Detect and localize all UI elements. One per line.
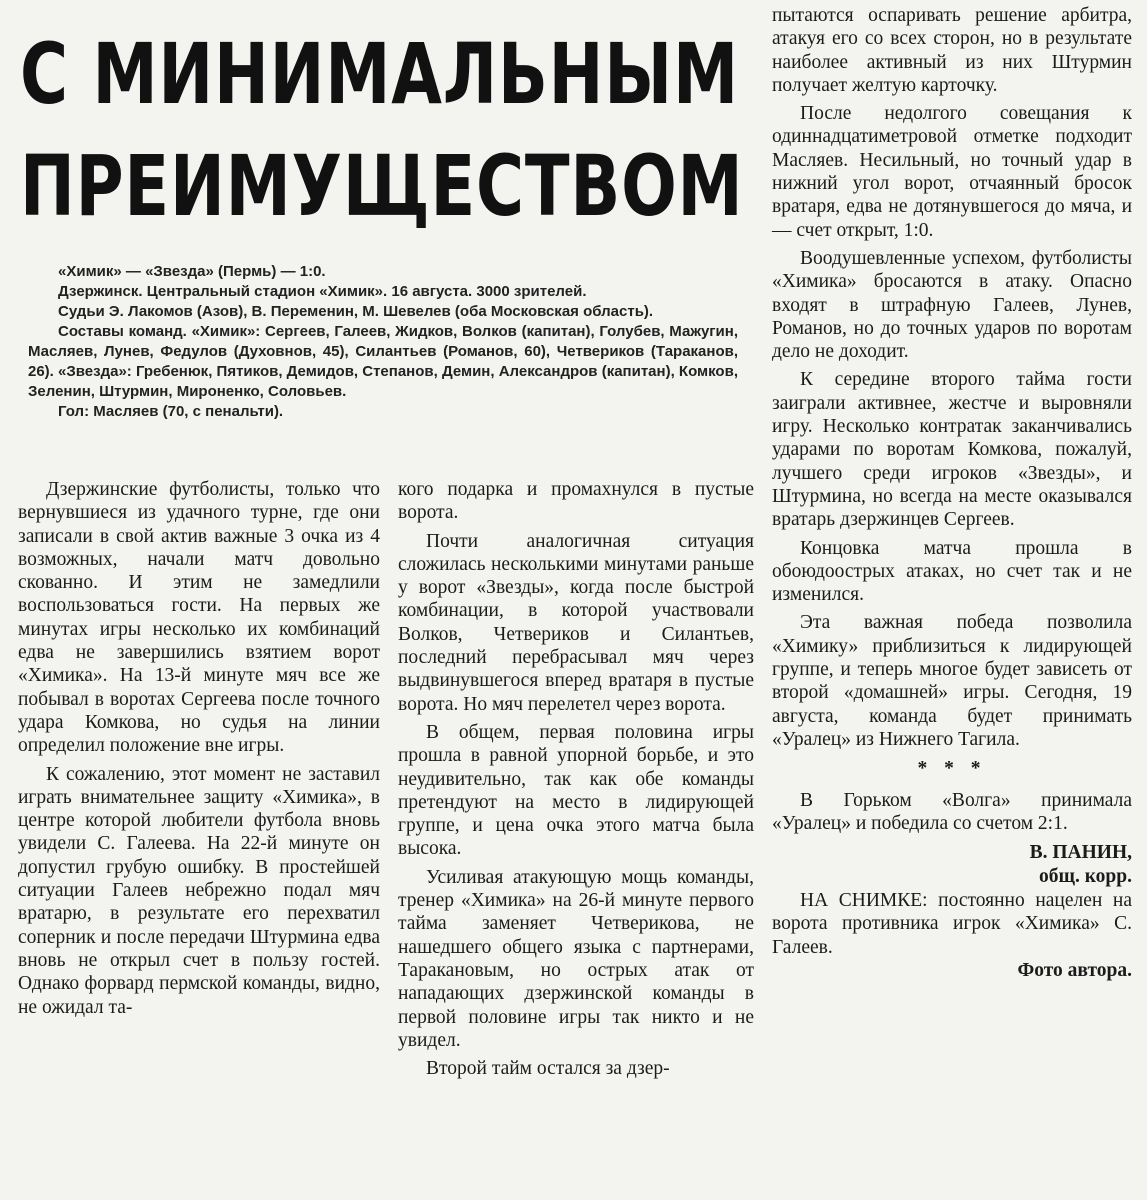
article-paragraph: Концовка матча прошла в обоюдоострых атаках, но счет так и не изменился. — [772, 537, 1132, 606]
photo-caption: НА СНИМКЕ: постоянно нацелен на ворота противника игрок «Химика» С. Галеев. — [772, 890, 1132, 958]
article-continuation: пытаются оспаривать решение арбитра, атакуя его со всех сторон, но в результате наиболее активный из них Штурмин получает желтую карточку. — [772, 5, 1132, 96]
article-paragraph: Второй тайм остался за дзер- — [426, 1058, 670, 1080]
article-paragraph: После недолгого совещания к одиннадцатиметровой отметке подходит Масляев. Несильный, но точный удар в нижний угол ворот, отчаянный бросок вратаря, едва не дотянувшегося до мяча, и — счет открыт, 1:0. — [772, 103, 1132, 241]
photo-credit: Фото автора. — [1017, 959, 1132, 981]
match-score: «Химик» — «Звезда» (Пермь) — 1:0. — [58, 263, 326, 280]
headline — [20, 18, 744, 242]
author-name: В. ПАНИН, — [1029, 842, 1132, 864]
article-paragraph: Дзержинские футболисты, только что вернувшиеся из удачного турне, где они записали в свой актив важные 3 очка из 4 возможных, начали матч довольно скованно. И этим не замедлили воспользоваться гости. На первых же минутах игры несколько их комбинаций едва не завершились взятием ворот «Химика». На 13-й минуте мяч все же побывал в воротах Сергеева после точного удара Комкова, но судья на линии определил положение вне игры. — [18, 479, 380, 757]
headline-line-2: ПРЕИМУЩЕСТВОМ — [20, 137, 744, 235]
section-separator: * * * — [917, 758, 987, 780]
extra-note: В Горьком «Волга» принимала «Уралец» и победила со счетом 2:1. — [772, 789, 1132, 834]
article-paragraph: Усиливая атакующую мощь команды, тренер «Химика» на 26-й минуте первого тайма заменяет Четверикова, не нашедшего общего языка с партнерами, Таракановым, но острых атак от нападающих дзержинской команды в первой половине игры так никто и не увидел. — [398, 866, 754, 1051]
match-referees: Судьи Э. Лакомов (Азов), В. Переменин, М. Шевелев (оба Московская область). — [58, 303, 654, 320]
article-paragraph: К середине второго тайма гости заиграли активнее, жестче и выровняли игру. Несколько контратак заканчивались ударами по воротам Комкова, пожалуй, лучшего среди игроков «Звезды», и Штурмина, но всегда на месте оказывался вратарь дзержинцев Сергеев. — [772, 369, 1132, 531]
article-paragraph: Воодушевленные успехом, футболисты «Химика» бросаются в атаку. Опасно входят в штрафную Галеев, Лунев, Романов, но до точных ударов по воротам дело не доходит. — [772, 247, 1132, 363]
article-column-1 — [18, 478, 380, 1019]
match-info — [28, 262, 738, 422]
author-role: общ. корр. — [1038, 866, 1132, 888]
article-paragraph: Эта важная победа позволила «Химику» приблизиться к лидирующей группе, и теперь многое будет зависеть от второй «домашней» игры. Сегодня, 19 августа, команда будет принимать «Уралец» из Нижнего Тагила. — [772, 612, 1132, 750]
article-column-3 — [772, 4, 1132, 982]
match-venue: Дзержинск. Центральный стадион «Химик». 16 августа. 3000 зрителей. — [58, 283, 587, 300]
match-goal: Гол: Масляев (70, с пенальти). — [58, 403, 284, 420]
article-paragraph: В общем, первая половина игры прошла в равной упорной борьбе, и это неудивительно, так как обе команды претендуют на место в лидирующей группе, и цена очка этого матча была высока. — [398, 721, 754, 860]
author-signature — [772, 841, 1132, 889]
article-column-2 — [398, 478, 754, 1080]
headline-line-1: С МИНИМАЛЬНЫМ — [20, 25, 739, 123]
article-paragraph: К сожалению, этот момент не заставил играть внимательнее защиту «Химика», в центре которой любители футбола вновь увидели С. Галеева. На 22-й минуте он допустил грубую ошибку. В простейшей ситуации Галеев небрежно подал мяч вратарю, в результате его перехватил соперник и после передачи Штурмина едва вновь не открыл счет в пользу гостей. Однако форвард пермской команды, видно, не ожидал та- — [18, 763, 380, 1018]
article-continuation: кого подарка и промахнулся в пустые ворота. — [398, 479, 754, 524]
article-paragraph: Почти аналогичная ситуация сложилась несколькими минутами раньше у ворот «Звезды», когда после быстрой комбинации, в которой участвовали Волков, Четвериков и Силантьев, последний перебрасывал мяч через выдвинувшегося вперед вратаря в пустые ворота. Но мяч перелетел через ворота. — [398, 530, 754, 715]
match-lineups: Составы команд. «Химик»: Сергеев, Галеев, Жидков, Волков (капитан), Голубев, Мажугин, Масляев, Лунев, Федулов (Духовнов, 45), Силантьев (Романов, 60), Четвериков (Тараканов, 26). «Звезда»: Гребенюк, Пятиков, Демидов, Степанов, Демин, Александров (капитан), Комков, Зеленин, Штурмин, Мироненко, Соловьев. — [28, 323, 738, 400]
